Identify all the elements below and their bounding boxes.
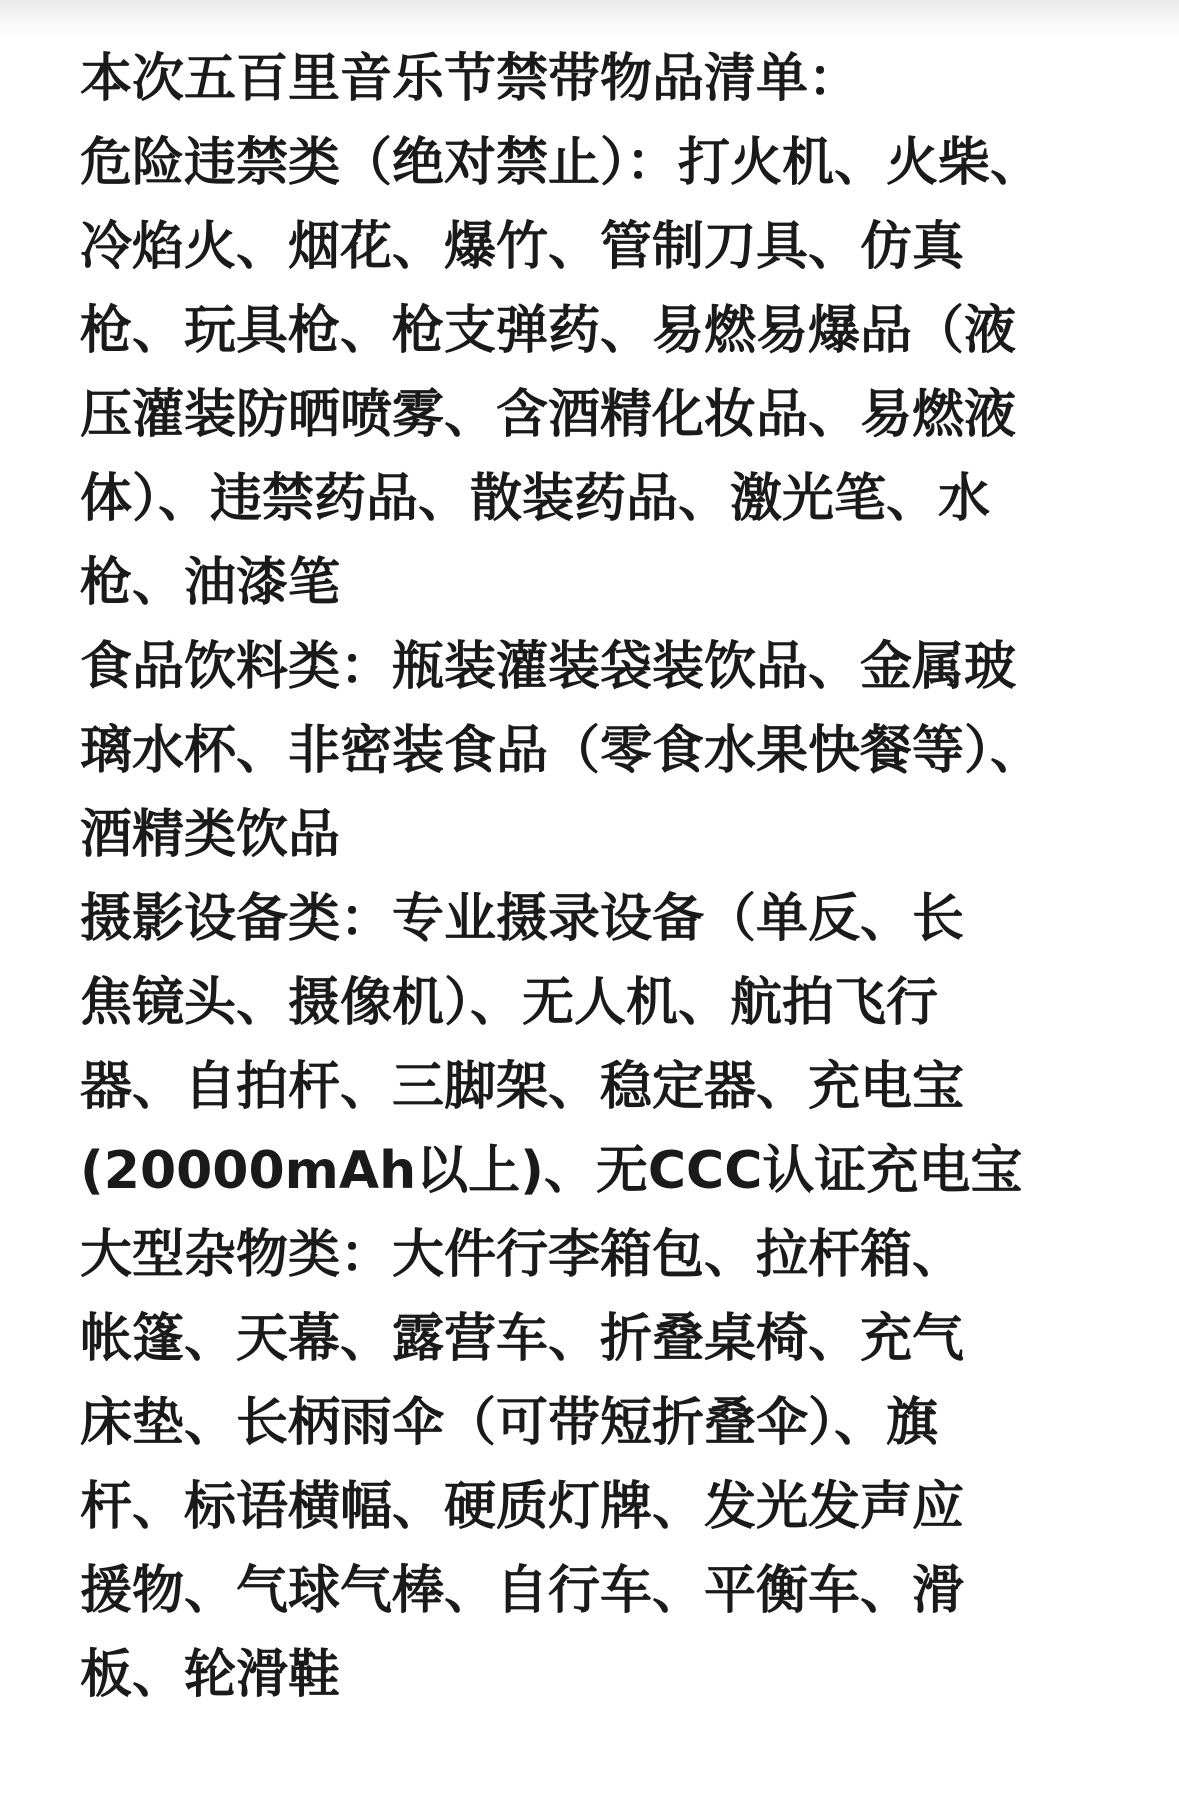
text-line: 杆、标语横幅、硬质灯牌、发光发声应 <box>80 1477 965 1537</box>
text-line: 食品饮料类：瓶装灌装袋装饮品、金属玻 <box>80 637 1017 697</box>
text-line: 璃水杯、非密装食品（零食水果快餐等）、 <box>80 721 1043 781</box>
text-line: 酒精类饮品 <box>80 805 341 865</box>
text-line: 焦镜头、摄像机）、无人机、航拍飞行 <box>80 973 939 1033</box>
text-line: 冷焰火、烟花、爆竹、管制刀具、仿真 <box>80 217 965 277</box>
text-line: 摄影设备类：专业摄录设备（单反、长 <box>80 889 965 949</box>
text-line: 板、轮滑鞋 <box>80 1645 341 1705</box>
text-line: 枪、玩具枪、枪支弹药、易燃易爆品（液 <box>80 301 1017 361</box>
text-line: 体）、违禁药品、散装药品、激光笔、水 <box>80 469 991 529</box>
text-line: 枪、油漆笔 <box>80 553 341 613</box>
text-line: 压灌装防晒喷雾、含酒精化妆品、易燃液 <box>80 385 1017 445</box>
prohibited-items-text <box>80 37 1100 1717</box>
text-line: (20000mAh以上)、无CCC认证充电宝 <box>80 1141 1023 1201</box>
text-line-title: 本次五百里音乐节禁带物品清单： <box>80 49 861 109</box>
text-line: 床垫、长柄雨伞（可带短折叠伞）、旗 <box>80 1393 939 1453</box>
text-line: 危险违禁类（绝对禁止）：打火机、火柴、 <box>80 133 1043 193</box>
text-line: 器、自拍杆、三脚架、稳定器、充电宝 <box>80 1057 965 1117</box>
top-shadow <box>0 0 1179 40</box>
text-line: 援物、气球气棒、自行车、平衡车、滑 <box>80 1561 965 1621</box>
text-line: 帐篷、天幕、露营车、折叠桌椅、充气 <box>80 1309 965 1369</box>
text-line: 大型杂物类：大件行李箱包、拉杆箱、 <box>80 1225 965 1285</box>
